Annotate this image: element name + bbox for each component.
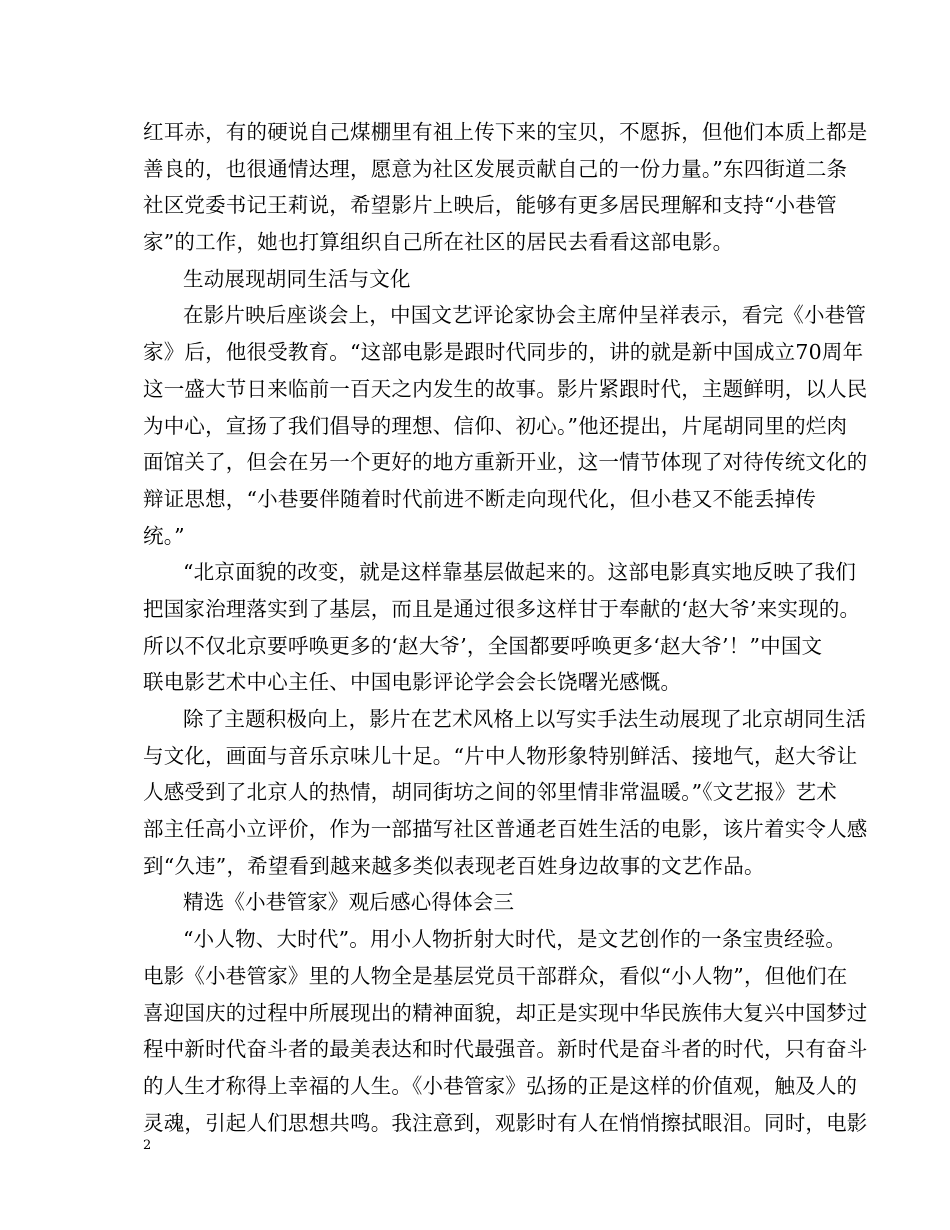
text-line: “小人物、大时代”。用小人物折射大时代，是文艺创作的一条宝贵经验。 [183,927,847,952]
text-line: 为中心，宣扬了我们倡导的理想、信仰、初心。”他还提出，片尾胡同里的烂肉 [143,413,848,438]
text-line: 喜迎国庆的过程中所展现出的精神面貌，却正是实现中华民族伟大复兴中国梦过 [143,1000,868,1025]
text-line: 的人生才称得上幸福的人生。《小巷管家》弘扬的正是这样的价值观，触及人的 [143,1073,858,1098]
text-line: 辩证思想，“小巷要伴随着时代前进不断走向现代化，但小巷又不能丢掉传 [143,486,817,511]
text-line: 这一盛大节日来临前一百天之内发生的故事。影片紧跟时代，主题鲜明，以人民 [143,376,868,401]
text-line: 程中新时代奋斗者的最美表达和时代最强音。新时代是奋斗者的时代，只有奋斗 [143,1037,868,1062]
text-line: 把国家治理落实到了基层，而且是通过很多这样甘于奉献的‘赵大爷’来实现的。 [143,596,861,621]
page-number: 2 [143,1138,152,1153]
text-line: 除了主题积极向上，影片在艺术风格上以写实手法生动展现了北京胡同生活 [183,707,867,731]
text-line: 灵魂，引起人们思想共鸣。我注意到，观影时有人在悄悄擦拭眼泪。同时，电影 [143,1110,868,1135]
text-line: 联电影艺术中心主任、中国电影评论学会会长饶曙光感慨。 [143,670,682,695]
text-line: 社区党委书记王莉说，希望影片上映后，能够有更多居民理解和支持“小巷管 [143,193,837,218]
text-line: 善良的，也很通情达理，愿意为社区发展贡献自己的一份力量。”东四街道二条 [143,156,848,181]
text-line: “北京面貌的改变，就是这样靠基层做起来的。这部电影真实地反映了我们 [183,560,857,585]
text-line: 家”的工作，她也打算组织自己所在社区的居民去看看这部电影。 [143,230,734,255]
text-line: 所以不仅北京要呼唤更多的‘赵大爷’，全国都要呼唤更多‘赵大爷’！”中国文 [143,633,823,658]
text-line: 部主任高小立评价，作为一部描写社区普通老百姓生活的电影，该片着实令人感 [143,817,868,842]
text-line: 电影《小巷管家》里的人物全是基层党员干部群众，看似“小人物”，但他们在 [143,963,848,988]
text-line: 与文化，画面与音乐京味儿十足。“片中人物形象特别鲜活、接地气，赵大爷让 [143,743,858,768]
text-line: 到“久违”，希望看到越来越多类似表现老百姓身边故事的文艺作品。 [143,853,765,878]
text-line: 精选《小巷管家》观后感心得体会三 [183,890,515,915]
text-line: 在影片映后座谈会上，中国文艺评论家协会主席仲呈祥表示，看完《小巷管 [183,303,867,328]
text-line: 人感受到了北京人的热情，胡同街坊之间的邻里情非常温暖。”《文艺报》艺术 [143,780,837,805]
text-line: 家》后，他很受教育。“这部电影是跟时代同步的，讲的就是新中国成立70周年 [143,340,864,365]
text-line: 面馆关了，但会在另一个更好的地方重新开业，这一情节体现了对待传统文化的 [143,450,868,475]
text-line: 生动展现胡同生活与文化 [183,266,411,291]
text-line: 红耳赤，有的硬说自己煤棚里有祖上传下来的宝贝，不愿拆，但他们本质上都是 [143,120,868,144]
body-text [143,114,868,1141]
text-line: 统。” [143,523,185,548]
